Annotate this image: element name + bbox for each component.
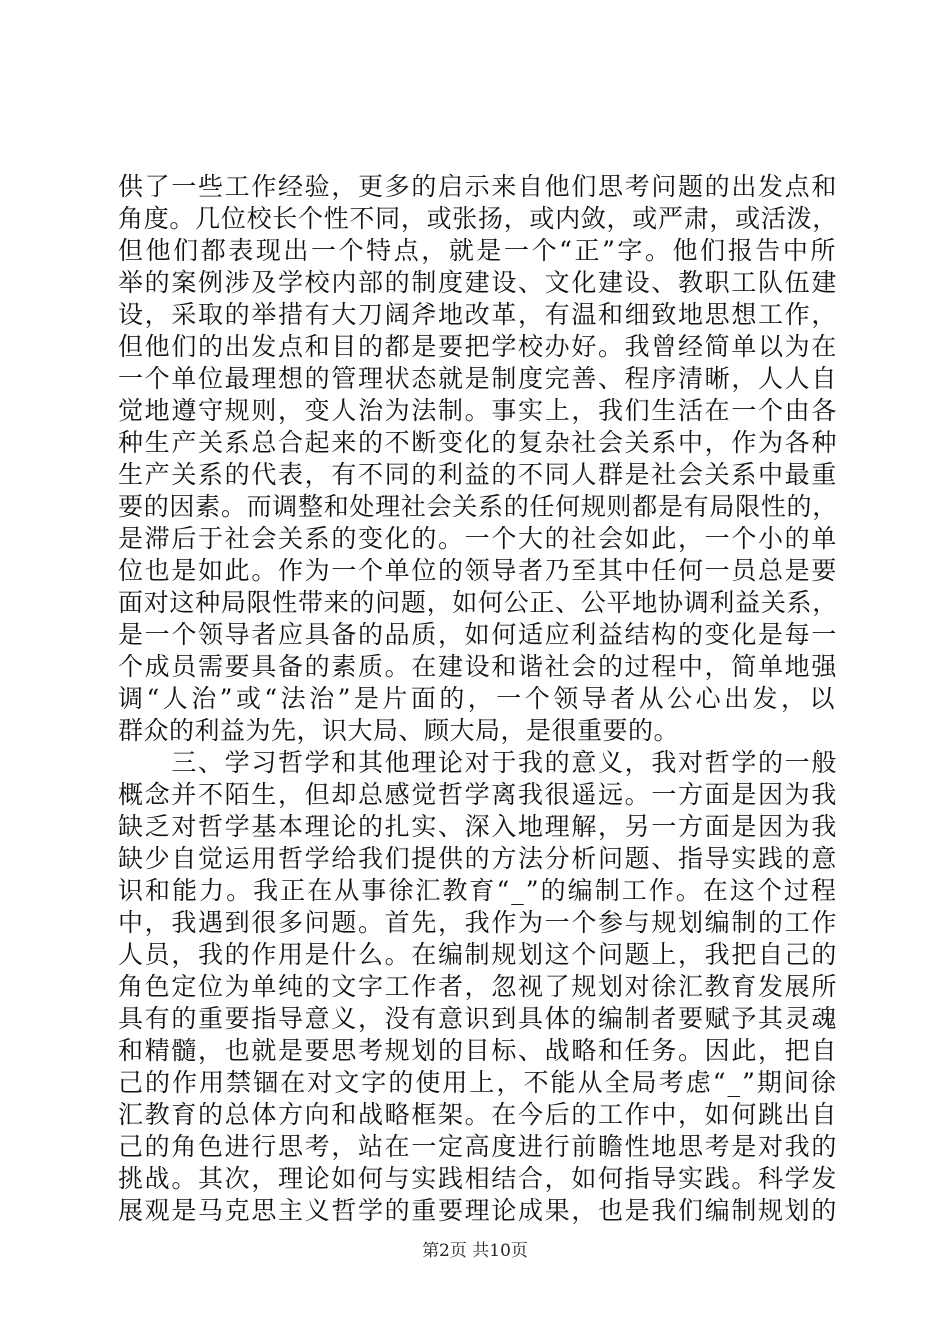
text-line: 人员，我的作用是什么。在编制规划这个问题上，我把自己的: [118, 940, 838, 969]
text-line: 中，我遇到很多问题。首先，我作为一个参与规划编制的工作: [118, 908, 838, 937]
text-line: 缺乏对哲学基本理论的扎实、深入地理解，另一方面是因为我: [118, 812, 838, 841]
text-line: 举的案例涉及学校内部的制度建设、文化建设、教职工队伍建: [118, 268, 838, 297]
text-line: 面对这种局限性带来的问题，如何公正、公平地协调利益关系，: [118, 588, 838, 617]
text-line: 觉地遵守规则，变人治为法制。事实上，我们生活在一个由各: [118, 396, 838, 425]
text-line: 缺少自觉运用哲学给我们提供的方法分析问题、指导实践的意: [118, 844, 838, 873]
text-line: 是滞后于社会关系的变化的。一个大的社会如此，一个小的单: [118, 524, 838, 553]
text-line: 和精髓，也就是要思考规划的目标、战略和任务。因此，把自: [118, 1036, 838, 1065]
text-line: 汇教育的总体方向和战略框架。在今后的工作中，如何跳出自: [118, 1100, 838, 1129]
text-line: 供了一些工作经验，更多的启示来自他们思考问题的出发点和: [118, 172, 838, 201]
text-line: 角度。几位校长个性不同，或张扬，或内敛，或严肃，或活泼，: [118, 204, 838, 233]
text-line: 己的作用禁锢在对文字的使用上，不能从全局考虑“_”期间徐: [118, 1068, 838, 1097]
text-line: 识和能力。我正在从事徐汇教育“_”的编制工作。在这个过程: [118, 876, 838, 905]
text-line: 位也是如此。作为一个单位的领导者乃至其中任何一员总是要: [118, 556, 838, 585]
text-line: 概念并不陌生，但却总感觉哲学离我很遥远。一方面是因为我: [118, 780, 838, 809]
text-line: 角色定位为单纯的文字工作者，忽视了规划对徐汇教育发展所: [118, 972, 838, 1001]
text-line: 三、学习哲学和其他理论对于我的意义，我对哲学的一般: [118, 748, 838, 777]
text-line: 一个单位最理想的管理状态就是制度完善、程序清晰，人人自: [118, 364, 838, 393]
text-line: 调“人治”或“法治”是片面的，一个领导者从公心出发，以: [118, 684, 838, 713]
text-line: 己的角色进行思考，站在一定高度进行前瞻性地思考是对我的: [118, 1132, 838, 1161]
text-line: 要的因素。而调整和处理社会关系的任何规则都是有局限性的，: [118, 492, 838, 521]
body-text: [118, 171, 838, 1227]
text-line: 是一个领导者应具备的品质，如何适应利益结构的变化是每一: [118, 620, 838, 649]
text-line: 展观是马克思主义哲学的重要理论成果，也是我们编制规划的: [118, 1196, 838, 1225]
text-line: 但他们的出发点和目的都是要把学校办好。我曾经简单以为在: [118, 332, 838, 361]
text-line: 设，采取的举措有大刀阔斧地改革，有温和细致地思想工作，: [118, 300, 838, 329]
text-line: 群众的利益为先，识大局、顾大局，是很重要的。: [118, 716, 680, 745]
text-line: 生产关系的代表，有不同的利益的不同人群是社会关系中最重: [118, 460, 838, 489]
text-line: 个成员需要具备的素质。在建设和谐社会的过程中，简单地强: [118, 652, 838, 681]
text-line: 挑战。其次，理论如何与实践相结合，如何指导实践。科学发: [118, 1164, 838, 1193]
text-line: 具有的重要指导意义，没有意识到具体的编制者要赋予其灵魂: [118, 1004, 838, 1033]
text-line: 但他们都表现出一个特点，就是一个“正”字。他们报告中所: [118, 236, 838, 265]
page-footer: 第2页 共10页: [422, 1241, 528, 1261]
text-line: 种生产关系总合起来的不断变化的复杂社会关系中，作为各种: [118, 428, 838, 457]
